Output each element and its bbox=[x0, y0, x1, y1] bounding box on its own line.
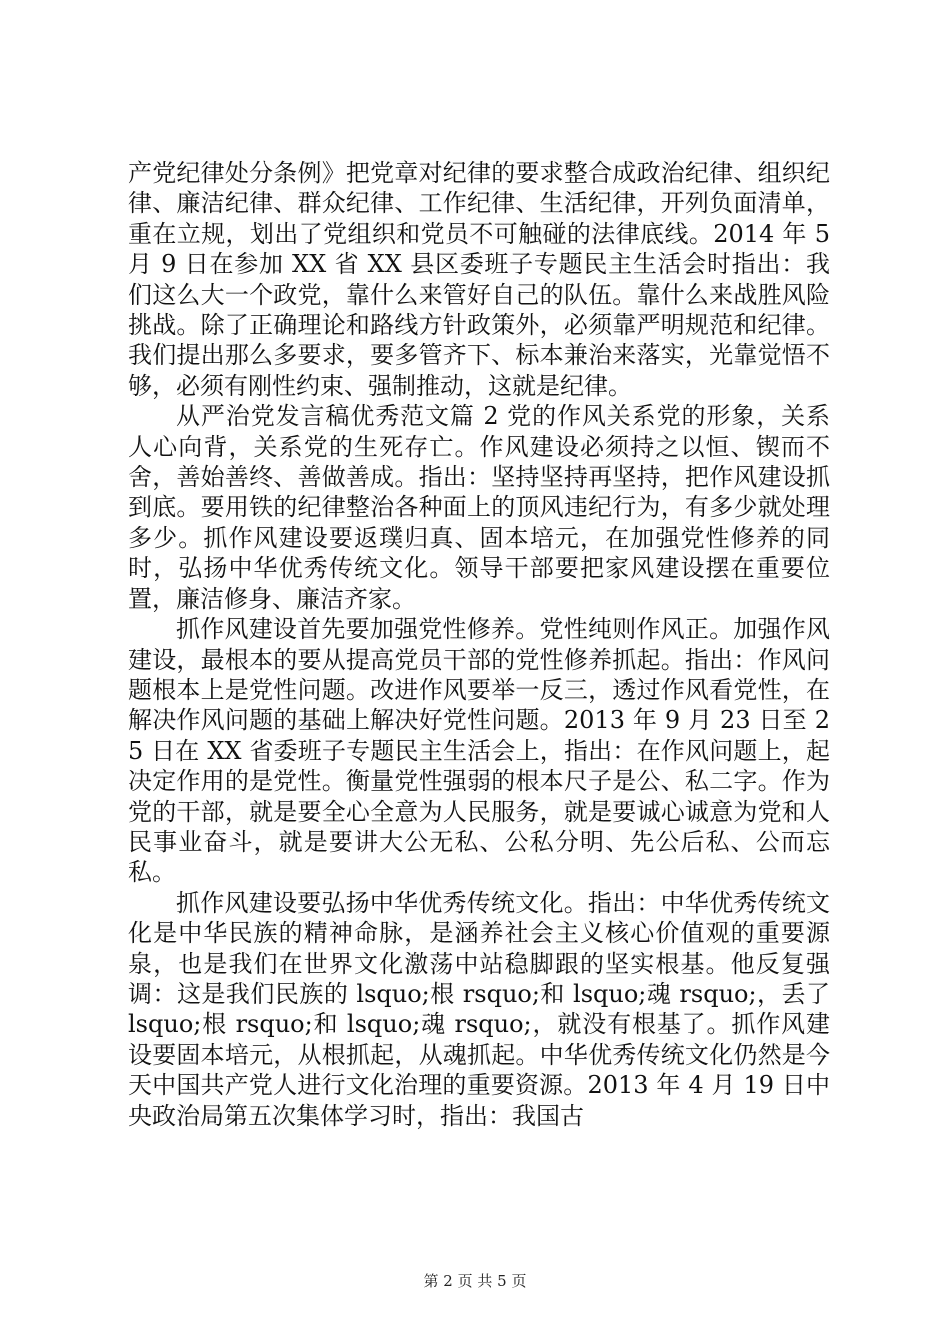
paragraph-1: 产党纪律处分条例》把党章对纪律的要求整合成政治纪律、组织纪律、廉洁纪律、群众纪律、工作纪律、生活纪律，开列负面清单，重在立规，划出了党组织和党员不可触碰的法律底线。2014 年 5 月 9 日在参加 XX 省 XX 县区委班子专题民主生活会时指出：我们这么大一个政党，靠什么来管好自己的队伍。靠什么来战胜风险挑战。除了正确理论和路线方针政策外，必须靠严明规范和纪律。我们提出那么多要求，要多管齐下、标本兼治来落实，光靠觉悟不够，必须有刚性约束、强制推动，这就是纪律。 bbox=[128, 159, 830, 400]
document-body bbox=[128, 158, 830, 1131]
paragraph-2: 从严治党发言稿优秀范文篇 2 党的作风关系党的形象，关系人心向背，关系党的生死存亡。作风建设必须持之以恒、锲而不舍，善始善终、善做善成。指出：坚持坚持再坚持，把作风建设抓到底。要用铁的纪律整治各种面上的顶风违纪行为，有多少就处理多少。抓作风建设要返璞归真、固本培元，在加强党性修养的同时，弘扬中华优秀传统文化。领导干部要把家风建设摆在重要位置，廉洁修身、廉洁齐家。 bbox=[128, 402, 830, 613]
page-number-footer: 第 2 页 共 5 页 bbox=[423, 1272, 527, 1290]
paragraph-4: 抓作风建设要弘扬中华优秀传统文化。指出：中华优秀传统文化是中华民族的精神命脉，是涵养社会主义核心价值观的重要源泉，也是我们在世界文化激荡中站稳脚跟的坚实根基。他反复强调：这是我们民族的 lsquo;根 rsquo;和 lsquo;魂 rsquo;，丢了 lsquo;根 rsquo;和 lsquo;魂 rsquo;，就没有根基了。抓作风建设要固本培元，从根抓起，从魂抓起。中华优秀传统文化仍然是今天中国共产党人进行文化治理的重要资源。2013 年 4 月 19 日中央政治局第五次集体学习时，指出：我国古 bbox=[128, 888, 830, 1130]
paragraph-3: 抓作风建设首先要加强党性修养。党性纯则作风正。加强作风建设，最根本的要从提高党员干部的党性修养抓起。指出：作风问题根本上是党性问题。改进作风要举一反三，透过作风看党性，在解决作风问题的基础上解决好党性问题。2013 年 9 月 23 日至 25 日在 XX 省委班子专题民主生活会上，指出：在作风问题上，起决定作用的是党性。衡量党性强弱的根本尺子是公、私二字。作为党的干部，就是要全心全意为人民服务，就是要诚心诚意为党和人民事业奋斗，就是要讲大公无私、公私分明、先公后私、公而忘私。 bbox=[128, 615, 830, 887]
